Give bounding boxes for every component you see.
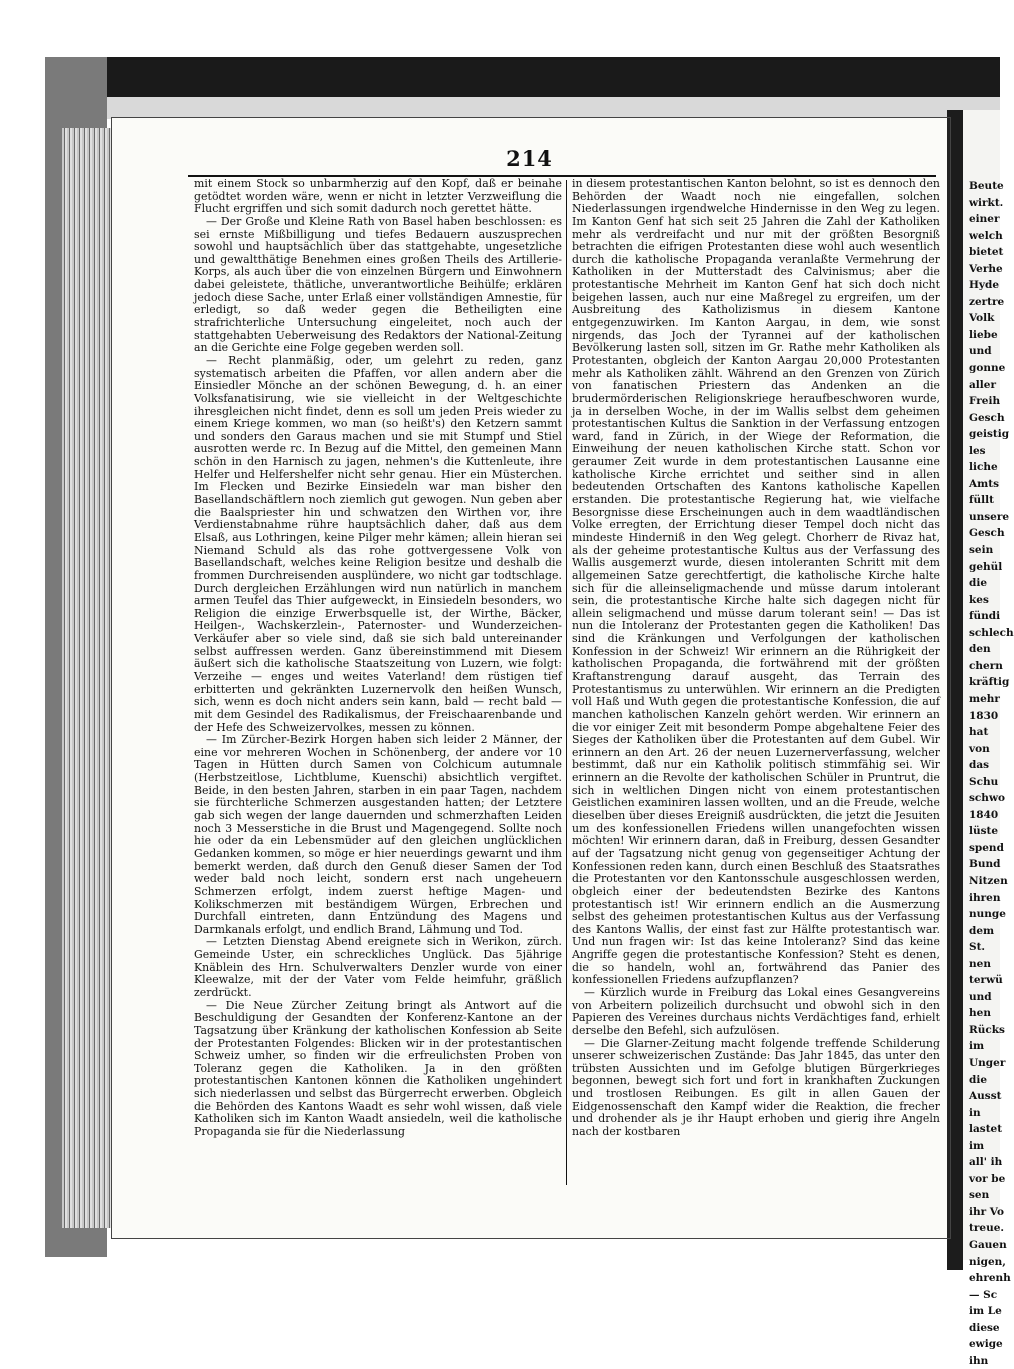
fragment-line: sein <box>969 544 994 557</box>
fragment-line: und <box>969 990 992 1003</box>
fragment-line: aller <box>969 378 996 391</box>
fragment-line: — Sc <box>969 1288 998 1301</box>
scan-dark-band <box>100 57 1000 97</box>
fragment-line: sen <box>969 1189 990 1202</box>
fragment-line: ehrenh <box>969 1272 1011 1285</box>
fragment-line: les <box>969 444 986 457</box>
fragment-line: St. <box>969 941 986 954</box>
fragment-line: ihren <box>969 891 1001 904</box>
fragment-line: terwü <box>969 974 1003 987</box>
fragment-line: lüste <box>969 825 999 838</box>
page-number: 214 <box>506 146 553 171</box>
fragment-line: treue. <box>969 1222 1005 1235</box>
fragment-line: chern <box>969 659 1003 672</box>
fragment-line: 1840 <box>969 808 999 821</box>
fragment-line: lastet <box>969 1123 1003 1136</box>
fragment-line: Gesch <box>969 527 1005 540</box>
fragment-line: Verhe <box>969 262 1003 275</box>
fragment-line: nigen, <box>969 1255 1006 1268</box>
fragment-line: geistig <box>969 428 1010 441</box>
fragment-line: Hyde <box>969 279 1000 292</box>
left-column <box>194 178 562 1139</box>
fragment-line: vor be <box>969 1172 1006 1185</box>
article-paragraph: — Der Große und Kleine Rath von Basel haben beschlossen: es sei ernste Mißbilligung und tiefes Bedauern auszusprechen sowohl und hauptsächlich über das stattgehabte, ungesetzliche und gewaltthätige Benehmen eines großen Theils des Artillerie-Korps, als auch über die von einzelnen Bürgern und Einwohnern dabei geleistete, thätliche, unverantwortliche Beihülfe; erklären jedoch diese Sache, unter Erlaß einer vollständigen Amnestie, für erledigt, so daß weder gegen die Betheiligten eine strafrichterliche Untersuchung eingeleitet, noch auch der stattgehabten Ueberweisung des Redaktors der National-Zeitung an die Gerichte eine Folge gegeben werden soll. <box>194 214 562 355</box>
fragment-line: im <box>969 1139 985 1152</box>
fragment-line: mehr <box>969 692 1000 705</box>
newspaper-page <box>112 118 950 1238</box>
book-page-edges <box>62 128 114 1228</box>
fragment-line: die <box>969 577 988 590</box>
fragment-line: schwo <box>969 792 1005 805</box>
fragment-line: unsere <box>969 510 1010 523</box>
article-paragraph: in diesem protestantischen Kanton belohnt, so ist es dennoch den Behörden der Waadt noch nie eingefallen, solchen Niederlassungen irgendwelche Hindernisse in den Weg zu legen. Im Kanton Genf hat sich seit 25 Jahren die Zahl der Katholiken mehr als verdreifacht und nur mit der größten Besorgniß betrachten die eifrigen Protestanten diese wohl auch wesentlich durch die katholische Propaganda veranlaßte Vermehrung der Katholiken in der Mutterstadt des Calvinismus; aber die protestantische Mehrheit im Kanton Genf hat sich doch nicht beigehen lassen, auch nur eine Maßregel zu ergreifen, um der Ausbreitung des Katholizismus in diesem Kantone entgegenzuwirken. Im Kanton Aargau, in dem, wie sonst nirgends, das Joch der Tyrannei auf der katholischen Bevölkerung lasten soll, sitzen im Gr. Rathe mehr Katholiken als Protestanten, obgleich der Kanton Aargau 20,000 Protestanten mehr als Katholiken zählt. Während an den Grenzen von Zürich von fanatischen Priestern das Andenken an die brudermörderischen Religionskriege heraufbeschworen wurde, ja in derselben Woche, in der im Wallis selbst dem geheimen protestantischen Kultus die Sanktion in der Verfassung entzogen ward, fand in Zürich, in der Wiege der Reformation, die Einweihung der neuen katholischen Kirche statt. Schon vor geraumer Zeit wurde in dem protestantischen Lausanne eine katholische Kirche errichtet und seither sind in allen bedeutenden Ortschaften des Kantons katholische Kapellen erstanden. Die protestantische Regierung hat, wie vielfache Besorgnisse diese Erscheinungen auch in dem waadtländischen Volke erregten, der Errichtung dieser Tempel doch nicht das mindeste Hinderniß in den Weg gelegt. Chorherr de Rivaz hat, als der geheime protestantische Kultus aus der Verfassung des Wallis ausgemerzt wurde, diesen intoleranten Schritt mit dem allgemeinen Satze gerechtfertigt, die katholische Kirche halte sich für die alleinseligmachende und müsse darum intolerant sein, die protestantische Kirche halte sich dagegen nicht für allein seligmachend und müsse darum tolerant sein! — Das ist nun die Intoleranz der Protestanten gegen die Katholiken! Das sind die Kränkungen und Verfolgungen der katholischen Konfession in der Schweiz! Wir erinnern an die Rührigkeit der katholischen Propaganda, die fortwährend mit der größten Kraftanstrengung darauf ausgeht, das Terrain des Protestantismus zu unterwühlen. Wir erinnern an die Predigten voll Haß und Wuth gegen die protestantische Konfession, die auf manchen katholischen Kanzeln gehört werden. Wir erinnern an die vor einiger Zeit mit besonderm Pompe abgehaltene Feier des Sieges der Katholiken über die Protestanten auf dem Gubel. Wir erinnern an den Art. 26 der neuen Luzernerverfassung, welcher bestimmt, daß nur ein Katholik politisch stimmfähig sei. Wir erinnern an die Revolte der katholischen Schüler in Pruntrut, die sich in weltlichen Dingen nicht von einem protestantischen Geistlichen examiniren lassen wollten, und an die Freude, welche dieselben über dieses Ereigniß ausdrückten, die jetzt die Jesuiten um des konfessionellen Friedens willen unangefochten wissen möchten! Wir erinnern daran, daß in Freiburg, dessen Gesandter auf der Tagsatzung nicht genug von gegenseitiger Achtung der Konfessionen reden kann, durch einen Beschluß des Staatsrathes die Protestanten vor den Kantonsschule ausgeschlossen werden, obgleich einer der bedeutendsten Bezirke des Kantons protestantisch ist! Wir erinnern endlich an die Ausmerzung selbst des geheimen protestantischen Kultus aus der Verfassung des Kantons Wallis, der einst fast zur Hälfte protestantisch war. Und nun fragen wir: Ist das keine Intoleranz? Sind das keine Angriffe gegen die protestantische Konfession? Steht es denen, die so handeln, wohl an, fortwährend das Panier des konfessionellen Friedens aufzupflanzen? <box>572 177 940 987</box>
fragment-line: Bund <box>969 858 1001 871</box>
fragment-line: und <box>969 345 992 358</box>
fragment-line: von <box>969 742 990 755</box>
fragment-line: ihn <box>969 1354 989 1367</box>
fragment-line: liche <box>969 461 998 474</box>
article-paragraph: — Die Glarner-Zeitung macht folgende treffende Schilderung unserer schweizerischen Zustände: Das Jahr 1845, das unter den trübsten Aussichten und im Gefolge blutigen Bürgerkrieges begonnen, bewegt sich fort und fort in krankhaften Zuckungen und trostlosen Reibungen. Es gilt in allen Gauen der Eidgenossenschaft den Kampf wider die Reaktion, die frecher und drohender als je ihr Haupt erhoben und gierig ihre Angeln nach der kostbaren <box>572 1036 940 1139</box>
fragment-line: fündi <box>969 610 1001 623</box>
fragment-line: hen <box>969 1007 991 1020</box>
fragment-line: kes <box>969 593 989 606</box>
fragment-line: Rücks <box>969 1023 1005 1036</box>
fragment-line: kräftig <box>969 676 1010 689</box>
fragment-line: gehül <box>969 560 1003 573</box>
fragment-line: Nitzen <box>969 874 1008 887</box>
fragment-line: Gauen <box>969 1239 1007 1251</box>
fragment-line: in <box>969 1106 981 1119</box>
fragment-line: ewige <box>969 1338 1003 1351</box>
fragment-line: Ausst <box>969 1090 1002 1103</box>
fragment-line: nen <box>969 957 991 970</box>
fragment-line: Freih <box>969 395 1001 408</box>
fragment-line: bietet <box>969 246 1004 259</box>
fragment-line: wirkt. <box>969 196 1004 209</box>
article-paragraph: — Recht planmäßig, oder, um gelehrt zu reden, ganz systematisch arbeiten die Pfaffen, vor allen andern aber die Einsiedler Mönche an der schönen Bewegung, d. h. an einer Volksfanatisirung, wie sie vielleicht in der Weltgeschichte ihresgleichen nicht findet, denn es soll um jeden Preis wieder zu einem Kriege kommen, wo man (so heißt's) den Ketzern sammt und sonders den Garaus machen und sie mit Stumpf und Stiel ausrotten werde rc. In Bezug auf die Mittel, den gemeinen Mann schön in den Harnisch zu jagen, nehmen's die Kuttenleute, ihre Helfer und Helfershelfer nicht sehr genau. Hier ein Müsterchen. Im Flecken und Bezirke Einsiedeln war man bisher den Basellandschäftlern noch ziemlich gut gewogen. Nun geben aber die Baalspriester hin und schwatzen den Wirthen vor, ihre Verdienstabnahme rühre hauptsächlich daher, daß aus dem Elsaß, aus Lothringen, keine Pilger mehr kämen; allein hieran sei Niemand Schuld als das rohe gottvergessene Volk von Basellandschaft, welches keine Religion besitze und deshalb die frommen Durchreisenden ausplündere, wo nicht gar todtschlage. Durch dergleichen Erzählungen wird nun natürlich in manchem armen Teufel das Thier aufgeweckt, in Einsiedeln besonders, wo Religion die einzige Erwerbsquelle ist, der Wirthe, Bäcker, Heilgen-, Wachskerzlein-, Paternoster- und Wunderzeichen-Verkäufer aber so viele sind, daß sie sich bald untereinander selbst auffressen werden. Ganz übereinstimmend mit Diesem äußert sich die katholische Staatszeitung von Luzern, wie folgt: Verzeihe — enges und weites Vaterland! dem rüstigen tief erbitterten und gekränkten Luzernervolk den heißen Wunsch, sich, wenn es doch nicht anders sein kann, bald — recht bald — mit dem Gesindel des Radikalismus, der Freischaarenbande und der Hefe des Schweizervolkes, messen zu können. <box>194 353 562 734</box>
fragment-line: gonne <box>969 362 1006 375</box>
fragment-line: Amts <box>969 477 1000 490</box>
fragment-line: hat <box>969 726 989 739</box>
fragment-line: ihr Vo <box>969 1205 1004 1218</box>
fragment-line: im Le <box>969 1305 1002 1318</box>
column-separator <box>566 180 567 1185</box>
fragment-line: Volk <box>969 312 995 325</box>
article-paragraph: — Letzten Dienstag Abend ereignete sich in Werikon, zürch. Gemeinde Uster, ein schreckliches Unglück. Das 5jährige Knäblein des Hrn. Schulverwalters Denzler wurde von einer Kleewalze, mit der der Vater vom Felde heimfuhr, gräßlich zerdrückt. <box>194 935 562 999</box>
fragment-line: füllt <box>969 494 994 507</box>
fragment-line: welch <box>969 229 1003 242</box>
fragment-line: liebe <box>969 328 998 341</box>
adjacent-page-fragment <box>963 110 1014 1367</box>
fragment-line: die <box>969 1073 988 1086</box>
fragment-line: einer <box>969 213 1000 226</box>
fragment-line: im <box>969 1040 985 1053</box>
fragment-line: Beute <box>969 180 1004 192</box>
fragment-line: diese <box>969 1321 1000 1334</box>
article-paragraph: — Im Zürcher-Bezirk Horgen haben sich leider 2 Männer, der eine vor mehreren Wochen in Schönenberg, der andere vor 10 Tagen in Hütten durch Samen von Colchicum autumnale (Herbstzeitlose, Lichtblume, Kuenschi) absichtlich vergiftet. Beide, in den besten Jahren, starben in ein paar Tagen, nachdem sie fürchterliche Schmerzen ausgestanden hatten; der Letztere gab sich wegen der lange dauernden und schmerzhaften Leiden noch 3 Messerstiche in die Brust und Magengegend. Sollte noch hie oder da ein Lebensmüder auf den gleichen unglücklichen Gedanken kommen, so möge er hier neuerdings gewarnt und ihm bemerkt werden, daß durch den Genuß dieser Samen der Tod weder bald noch leicht, sondern erst nach ungeheuern Schmerzen erfolgt, indem zuerst heftige Magen- und Kolikschmerzen mit beständigem Würgen, Erbrechen und Durchfall eintreten, dann Entzündung des Magens und Darmkanals erfolgt, und endlich Brand, Lähmung und Tod. <box>194 733 562 936</box>
fragment-line: zertre <box>969 295 1005 308</box>
fragment-line: Schu <box>969 775 999 788</box>
article-paragraph: mit einem Stock so unbarmherzig auf den Kopf, daß er beinahe getödtet worden wäre, wenn er nicht in letzter Verzweiflung die Flucht ergriffen und sich somit dadurch noch gerettet hätte. <box>194 177 562 216</box>
fragment-line: den <box>969 643 991 656</box>
fragment-line: Unger <box>969 1056 1006 1069</box>
fragment-line: all' ih <box>969 1156 1003 1169</box>
article-paragraph: — Die Neue Zürcher Zeitung bringt als Antwort auf die Beschuldigung der Gesandten der Konferenz-Kantone an der Tagsatzung über Kränkung der katholischen Konfession ab Seite der Protestanten Folgendes: Blicken wir in der protestantischen Schweiz umher, so finden wir die erfreulichsten Proben von Toleranz gegen die Katholiken. Ja in den größten protestantischen Kantonen können die Katholiken ungehindert sich niederlassen und selbst das Bürgerrecht erwerben. Obgleich die Behörden des Kantons Waadt es sehr wohl wissen, daß viele Katholiken sich im Kanton Waadt ansiedeln, weil die katholische Propaganda sie für die Niederlassung <box>194 998 562 1139</box>
fragment-line: Gesch <box>969 411 1005 424</box>
fragment-line: das <box>969 759 990 772</box>
fragment-line: nunge <box>969 908 1006 921</box>
fragment-line: 1830 <box>969 709 999 722</box>
right-column <box>572 178 940 1139</box>
fragment-line: dem <box>969 924 995 937</box>
fragment-line: schlech <box>969 626 1014 639</box>
fragment-line: spend <box>969 841 1004 854</box>
article-paragraph: — Kürzlich wurde in Freiburg das Lokal eines Gesangvereins von Arbeitern polizeilich durchsucht und obwohl sich in den Papieren des Vereines durchaus nichts Verdächtiges fand, erhielt derselbe den Befehl, sich aufzulösen. <box>572 986 940 1037</box>
